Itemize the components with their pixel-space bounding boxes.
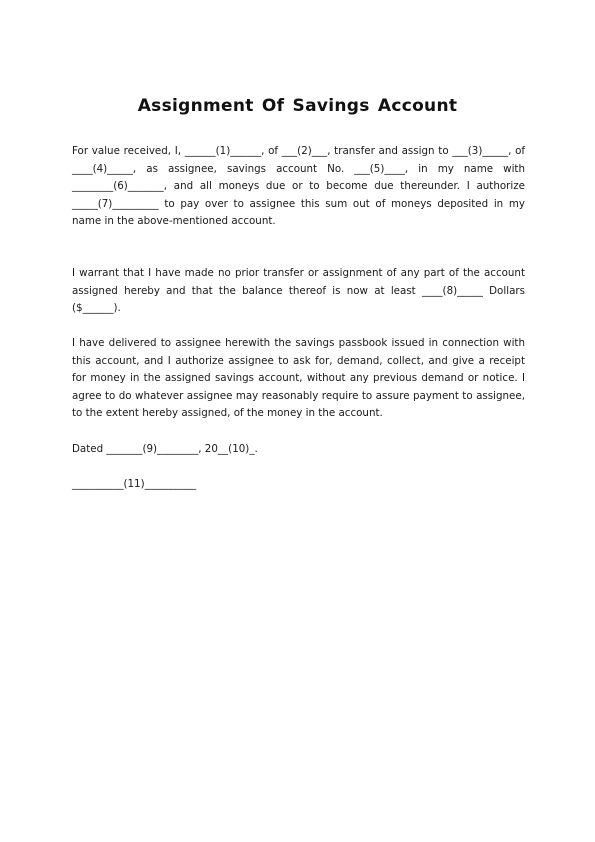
paragraph-assignment: For value received, I, ______(1)______, of ___(2)___, transfer and assign to ___(3)_____, of ____(4)_____, as assignee, savings account No. ___(5)____, in my name with ________(6)_______, and all moneys due or to become due thereunder. I authorize _____(7)_________ to pay over to assignee this sum out of moneys deposited in my name in the above-mentioned account. bbox=[72, 145, 525, 228]
paragraph-passbook: I have delivered to assignee herewith the savings passbook issued in connection with this account, and I authorize assignee to ask for, demand, collect, and give a receipt for money in the assigned savings account, without any previous demand or notice. I agree to do whatever assignee may reasonably require to assure payment to assignee, to the extent hereby assigned, of the money in the account. bbox=[72, 337, 525, 420]
signature-line: __________(11)__________ bbox=[72, 478, 197, 490]
dated-line: Dated _______(9)________, 20__(10)_. bbox=[72, 443, 258, 455]
paragraph-warranty: I warrant that I have made no prior transfer or assignment of any part of the account assigned hereby and that the balance thereof is now at least ____(8)_____ Dollars ($______). bbox=[72, 267, 525, 315]
document-title: Assignment Of Savings Account bbox=[137, 96, 458, 116]
